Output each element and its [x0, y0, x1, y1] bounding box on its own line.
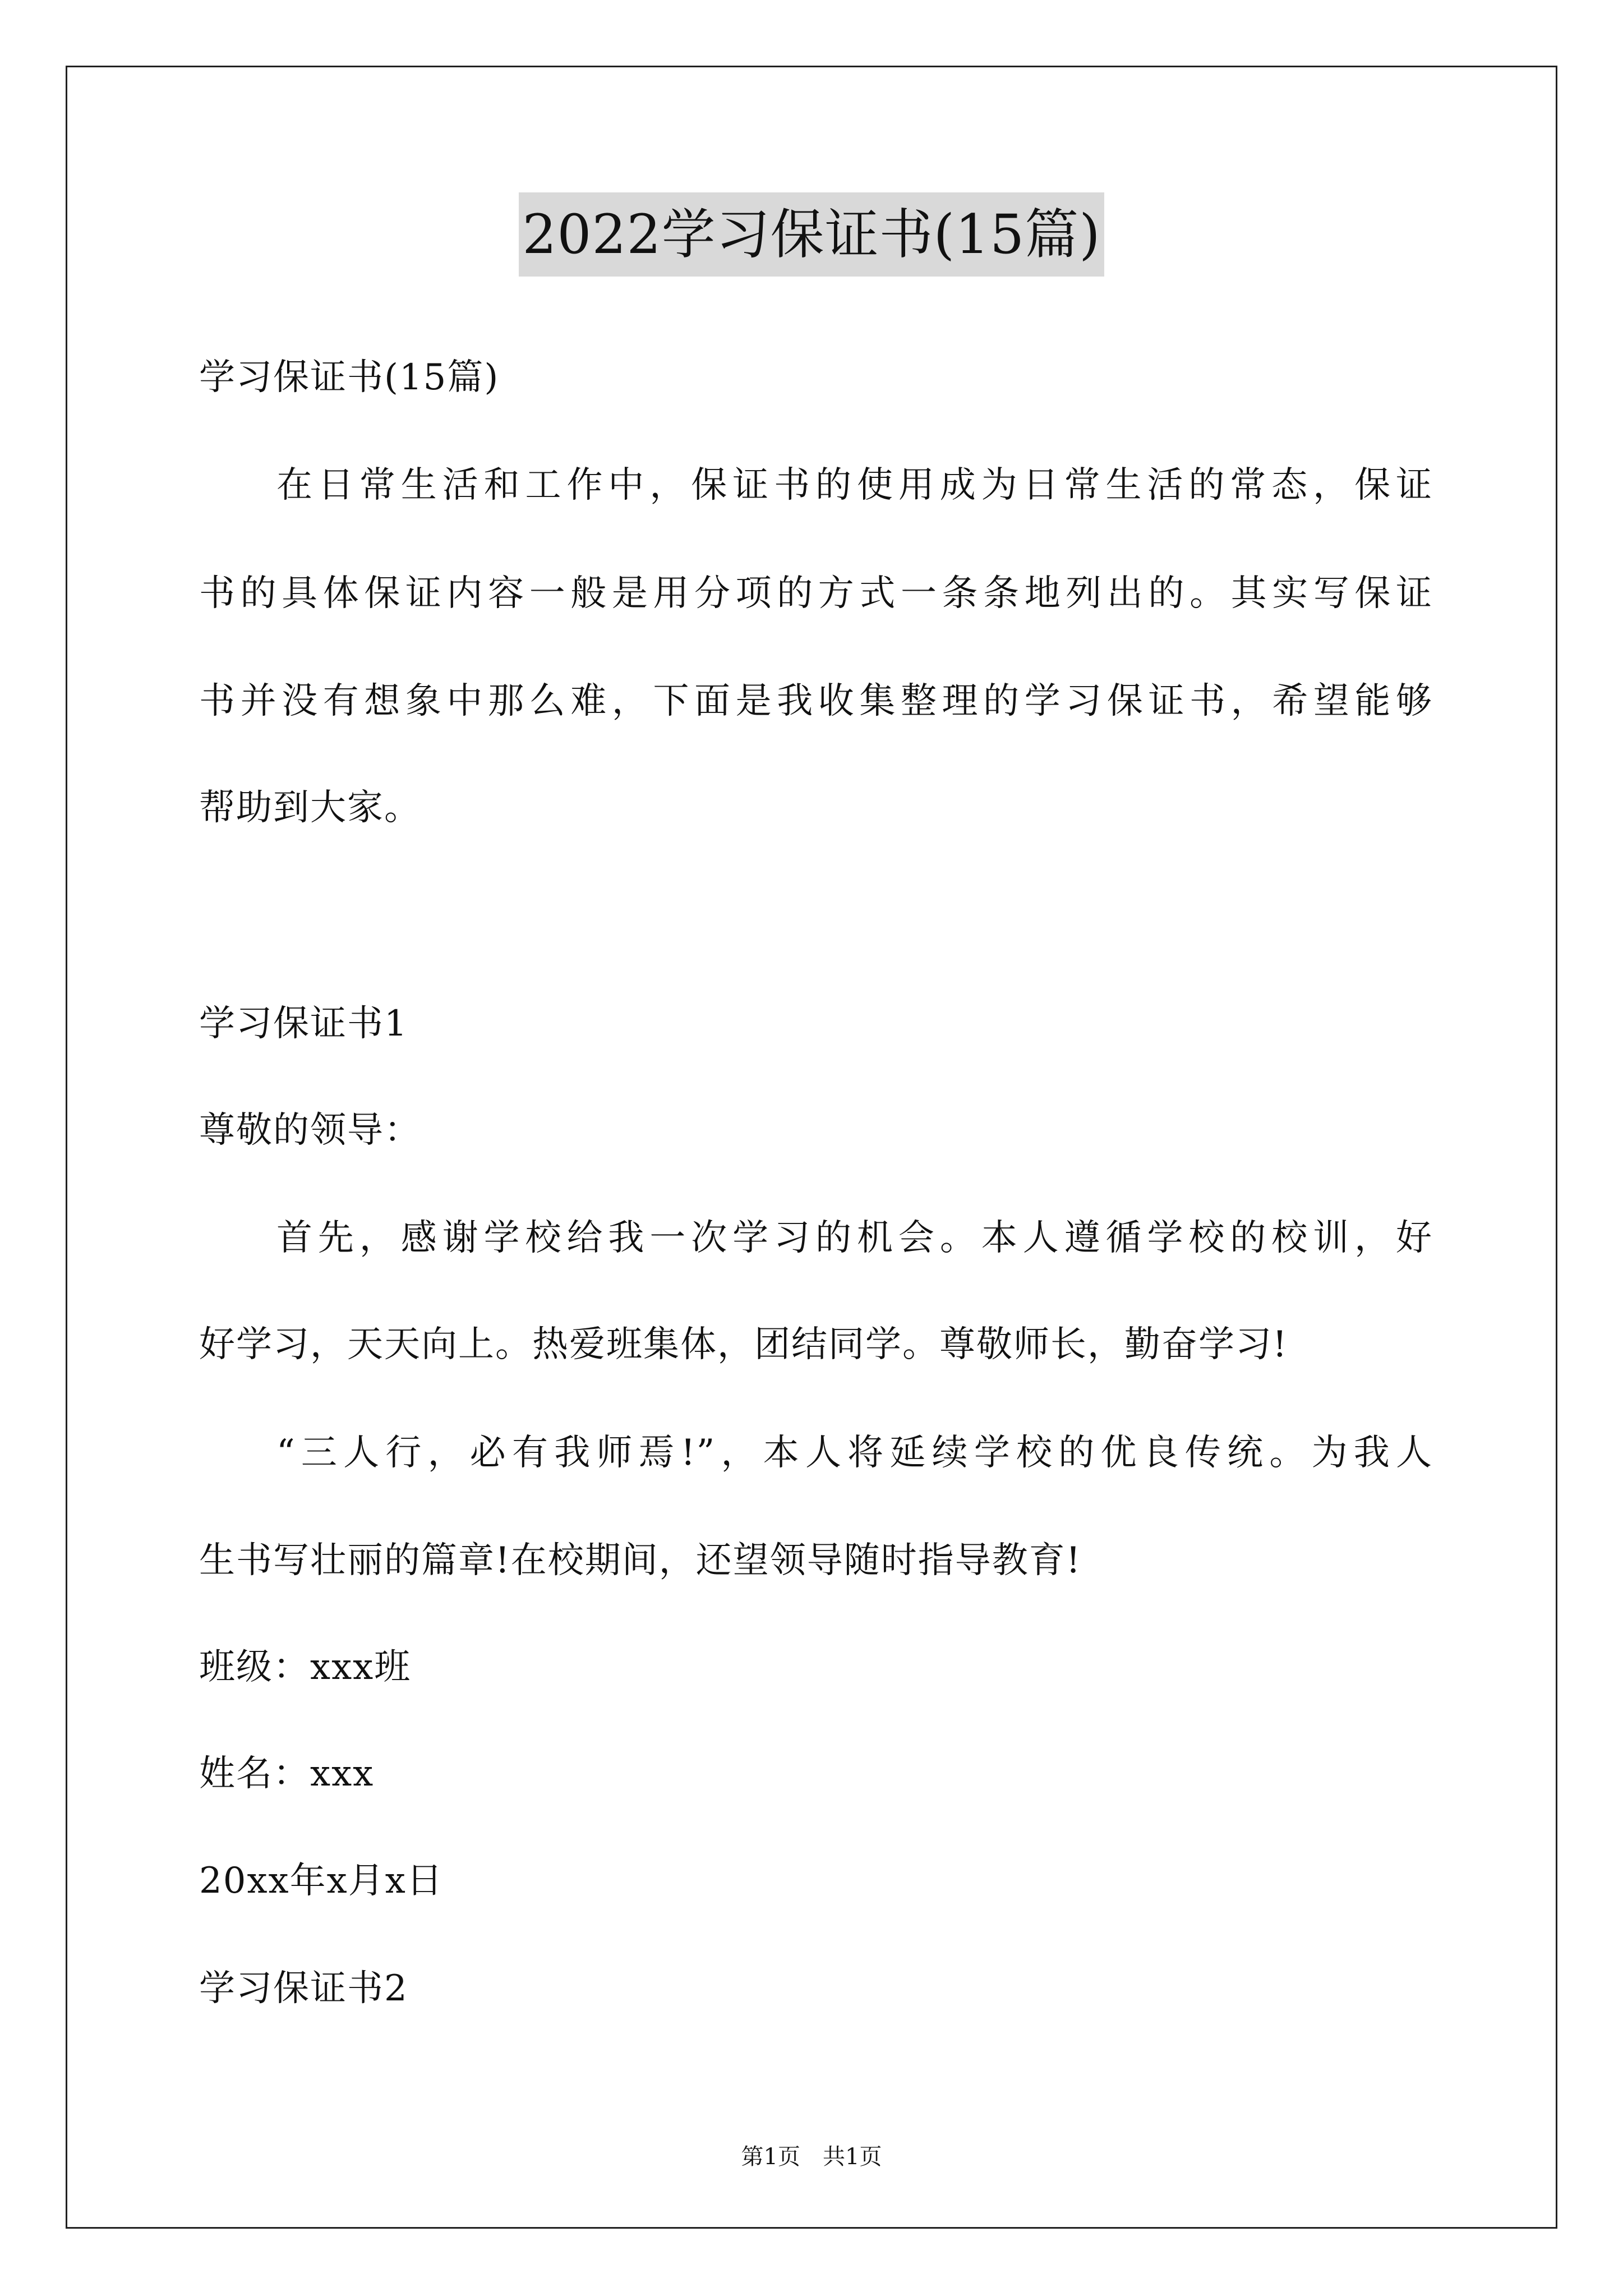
- class-line: 班级：xxx班: [199, 1646, 412, 1688]
- subtitle: 学习保证书(15篇): [199, 357, 500, 398]
- intro-line-3: 书并没有想象中那么难，下面是我收集整理的学习保证书，希望能够: [199, 680, 1433, 722]
- salutation: 尊敬的领导：: [199, 1110, 421, 1151]
- section1-heading: 学习保证书1: [199, 1003, 408, 1045]
- body-line-4: 生书写壮丽的篇章!在校期间，还望领导随时指导教育!: [199, 1540, 1082, 1581]
- intro-line-1: 在日常生活和工作中，保证书的使用成为日常生活的常态，保证: [276, 464, 1433, 506]
- name-line: 姓名：xxx: [199, 1753, 375, 1795]
- document-title: 2022学习保证书(15篇): [519, 192, 1104, 277]
- intro-line-4: 帮助到大家。: [199, 787, 421, 829]
- date-line: 20xx年x月x日: [199, 1860, 444, 1902]
- body-line-1: 首先，感谢学校给我一次学习的机会。本人遵循学校的校训，好: [276, 1217, 1433, 1259]
- body-line-2: 好学习，天天向上。热爱班集体，团结同学。尊敬师长，勤奋学习!: [199, 1324, 1288, 1365]
- title-container: [0, 192, 1623, 277]
- page-footer: 第1页 共1页: [741, 2144, 882, 2170]
- intro-line-2: 书的具体保证内容一般是用分项的方式一条条地列出的。其实写保证: [199, 573, 1433, 614]
- section2-heading: 学习保证书2: [199, 1968, 408, 2009]
- body-line-3: “三人行，必有我师焉!”，本人将延续学校的优良传统。为我人: [276, 1432, 1433, 1474]
